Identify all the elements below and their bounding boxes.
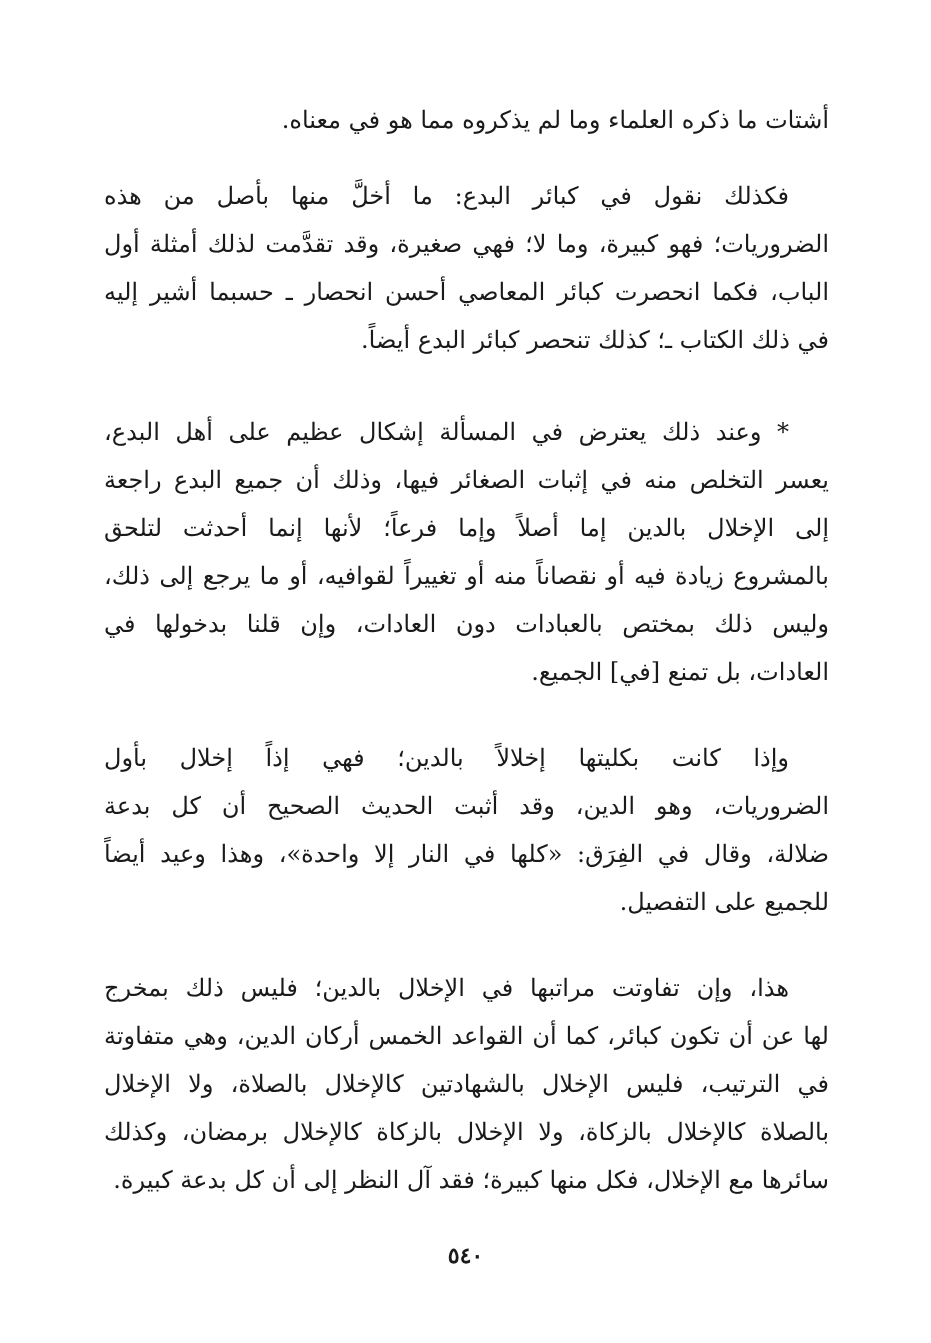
paragraph-line: أشتات ما ذكره العلماء وما لم يذكروه مما هو في معناه. [281,106,829,134]
paragraph-line: سائرها مع الإخلال، فكل منها كبيرة؛ فقد آل النظر إلى أن كل بدعة كبيرة. [113,1166,829,1194]
paragraph-line: الضروريات، وهو الدين، وقد أثبت الحديث الصحيح أن كل بدعة [104,792,829,820]
paragraph-5 [104,964,829,1204]
paragraph-line: ضلالة، وقال في الفِرَق: «كلها في النار إلا واحدة»، وهذا وعيد أيضاً [104,840,829,868]
paragraph-line: هذا، وإن تفاوتت مراتبها في الإخلال بالدين؛ فليس ذلك بمخرج [104,974,789,1002]
paragraph-3 [104,408,829,696]
paragraph-line: الضروريات؛ فهو كبيرة، وما لا؛ فهي صغيرة، وقد تقدَّمت لذلك أمثلة أول [104,230,829,258]
paragraph-line: في ذلك الكتاب ـ؛ كذلك تنحصر كبائر البدع أيضاً. [361,326,829,354]
paragraph-line: وليس ذلك بمختص بالعبادات دون العادات، وإن قلنا بدخولها في [104,610,829,638]
paragraph-2 [104,172,829,364]
paragraph-4 [104,734,829,926]
paragraph-line: لها عن أن تكون كبائر، كما أن القواعد الخمس أركان الدين، وهي متفاوتة [104,1022,829,1050]
paragraph-1 [104,96,829,144]
paragraph-line: بالمشروع زيادة فيه أو نقصاناً منه أو تغييراً لقوافيه، أو ما يرجع إلى ذلك، [104,562,829,590]
paragraph-line: * وعند ذلك يعترض في المسألة إشكال عظيم على أهل البدع، [104,418,789,446]
paragraph-line: فكذلك نقول في كبائر البدع: ما أخلَّ منها بأصل من هذه [104,182,790,210]
paragraph-line: يعسر التخلص منه في إثبات الصغائر فيها، وذلك أن جميع البدع راجعة [104,466,829,494]
paragraph-line: الباب، فكما انحصرت كبائر المعاصي أحسن انحصار ـ حسبما أشير إليه [104,278,829,306]
paragraph-line: بالصلاة كالإخلال بالزكاة، ولا الإخلال بالزكاة كالإخلال برمضان، وكذلك [104,1118,829,1146]
paragraph-line: وإذا كانت بكليتها إخلالاً بالدين؛ فهي إذاً إخلال بأول [104,744,789,772]
paragraph-line: العادات، بل تمنع [في] الجميع. [531,658,829,686]
paragraph-line: إلى الإخلال بالدين إما أصلاً وإما فرعاً؛ لأنها إنما أحدثت لتلحق [104,514,829,542]
page-number: ٥٤٠ [447,1243,484,1269]
paragraph-line: للجميع على التفصيل. [619,888,829,916]
paragraph-line: في الترتيب، فليس الإخلال بالشهادتين كالإخلال بالصلاة، ولا الإخلال [104,1070,829,1098]
